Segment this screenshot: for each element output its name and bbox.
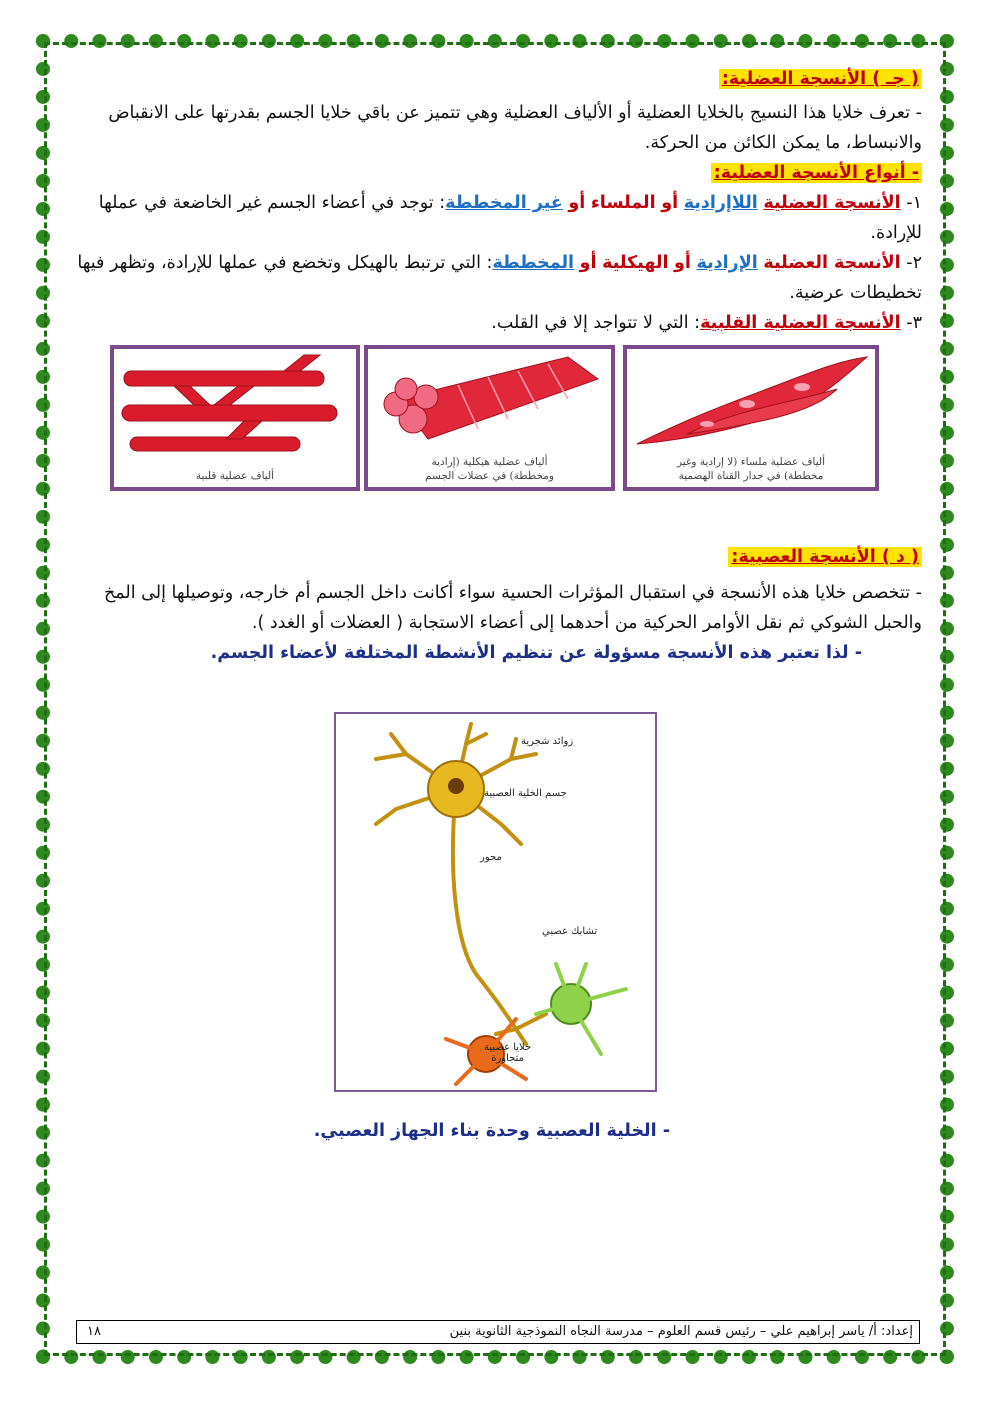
smooth-caption-line-2: مخططة) في جدار القناة الهضمية — [678, 470, 824, 482]
footer — [76, 1320, 920, 1344]
label-adjacent-1: خلايا عصبية — [484, 1042, 532, 1053]
section-d-intro-2: والحبل الشوكي ثم نقل الأوامر الحركية من أحدهما إلى أعضاء الاستجابة ( العضلات أو الغدد ). — [251, 613, 922, 633]
cardiac-fibers-illustration — [114, 349, 356, 459]
type-3: ٣- الأنسجة العضلية القلبية: التي لا تتواجد إلا في القلب. — [491, 313, 922, 333]
footer-text: إعداد: أ/ ياسر إبراهيم علي – رئيس قسم العلوم – مدرسة النجاه النموذجية الثانوية بنين — [449, 1324, 913, 1339]
section-d-intro-1: - تتخصص خلايا هذه الأنسجة في استقبال المؤثرات الحسية سواء أكانت داخل الجسم أم خارجه، وتوصيلها إلى المخ — [104, 583, 922, 603]
label-adjacent-2: متجاورة — [491, 1053, 524, 1064]
cardiac-caption: ألياف عضلية قلبية — [195, 470, 275, 482]
neuron-caption: - الخلية العصبية وحدة بناء الجهاز العصبي. — [313, 1121, 670, 1141]
muscle-images — [110, 345, 880, 491]
cardiac-muscle-image — [110, 345, 360, 491]
smooth-caption-line-1: ألياف عضلية ملساء (لا إرادية وغير — [676, 456, 826, 468]
type-1: ١- الأنسجة العضلية اللاإرادية أو الملساء أو غير المخططة: توجد في أعضاء الجسم غير الخاضعة في عملها للإرادة. — [98, 193, 922, 243]
label-axon: محور — [480, 852, 502, 863]
type-2-cont: تخطيطات عرضية. — [789, 283, 922, 303]
type-2: ٢- الأنسجة العضلية الإرادية أو الهيكلية أو المخططة: التي ترتبط بالهيكل وتخضع في عملها للإرادة، وتظهر فيها — [77, 253, 922, 273]
section-d-note: - لذا تعتبر هذه الأنسجة مسؤولة عن تنظيم الأنشطة المختلفة لأعضاء الجسم. — [210, 643, 862, 663]
skeletal-fibers-illustration — [368, 349, 611, 455]
page-number: ١٨ — [87, 1324, 101, 1339]
section-c-intro-1: - تعرف خلايا هذا النسيج بالخلايا العضلية أو الألياف العضلية وهي تتميز عن باقي خلايا الجسم بقدرتها على الانقباض — [108, 103, 922, 123]
smooth-caption — [627, 455, 875, 483]
smooth-fibers-illustration — [627, 349, 875, 455]
section-d — [72, 542, 922, 668]
smooth-muscle-image — [623, 345, 879, 491]
page-content — [72, 64, 922, 338]
neuron-illustration — [336, 714, 655, 1090]
section-c-heading: ( جـ ) الأنسجة العضلية: — [72, 64, 922, 94]
skeletal-caption-line-1: ألياف عضلية هيكلية (إرادية — [431, 456, 548, 468]
skeletal-muscle-image — [364, 345, 615, 491]
label-adjacent-cells — [484, 1042, 531, 1064]
section-d-heading: ( د ) الأنسجة العصبية: — [72, 542, 922, 572]
neuron-diagram — [334, 712, 657, 1092]
section-c-intro-2: والانبساط، ما يمكن الكائن من الحركة. — [644, 133, 922, 153]
label-synapse: تشابك عصبي — [542, 926, 598, 937]
label-cell-body: جسم الخلية العصبية — [484, 788, 567, 799]
types-heading: - أنواع الأنسجة العضلية: — [72, 158, 922, 188]
skeletal-caption — [368, 455, 611, 483]
label-dendrites: زوائد شجرية — [521, 736, 574, 747]
skeletal-caption-line-2: ومخططة) في عضلات الجسم — [425, 470, 554, 482]
